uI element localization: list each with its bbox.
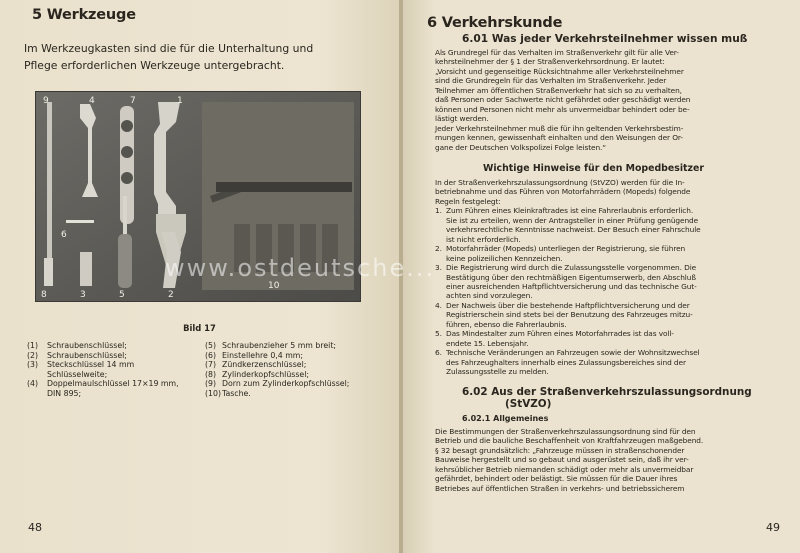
legend-text: Zündkerzenschlüssel; xyxy=(222,360,307,370)
subsection-title-602-line2: (StVZO) xyxy=(505,398,552,410)
section-title-verkehrskunde: 6 Verkehrskunde xyxy=(427,15,563,31)
legend-text: Tasche. xyxy=(222,388,251,398)
text-line: ist nicht erforderlich. xyxy=(446,234,521,244)
legend-text: Schraubenschlüssel; xyxy=(47,350,127,360)
text-line: Zulassungsstelle zu melden. xyxy=(446,367,549,377)
legend-item xyxy=(27,389,202,399)
photo-label-8: 8 xyxy=(41,290,47,300)
hint-item xyxy=(435,206,785,244)
photo-label-5: 5 xyxy=(119,290,125,300)
subsection-title-6021: 6.02.1 Allgemeines xyxy=(462,414,549,423)
text-line: Betriebes auf öffentlichen Straßen in verkehrs- und betriebssicherem xyxy=(435,483,685,493)
text-line: Zum Führen eines Kleinkraftrades ist eine Fahrerlaubnis erforderlich. xyxy=(446,206,694,216)
legend-num: (10) xyxy=(205,388,222,398)
text-line: Die Registrierung wird durch die Zulassungsstelle vorgenommen. Die xyxy=(446,263,697,273)
photo-label-10: 10 xyxy=(268,281,280,291)
text-line: Als Grundregel für das Verhalten im Straßenverkehr gilt für alle Ver- xyxy=(435,48,679,57)
text-line: sind die Grundregeln für das Verhalten im Straßenverkehr. Jeder xyxy=(435,76,667,86)
legend-item xyxy=(27,360,202,370)
hint-number: 1. xyxy=(435,206,442,216)
text-line: des Fahrzeughalters innerhalb eines Zulassungsbereiches sind der xyxy=(446,357,686,367)
legend-text: Schraubenschlüssel; xyxy=(47,341,127,350)
text-line: Bestätigung über den rechtmäßigen Eigentumserwerb, den Abschluß xyxy=(446,272,696,282)
text-line: daß Personen oder Sachwerte nicht gefährdet oder geschädigt werden xyxy=(435,95,691,105)
text-line: Registrierschein sind stets bei der Benutzung des Fahrzeuges mitzu- xyxy=(446,310,693,320)
text-line: Sie ist zu erteilen, wenn der Antragsteller in einer Prüfung genügende xyxy=(446,215,699,225)
legend-num: (9) xyxy=(205,379,217,389)
legend-item xyxy=(27,370,202,380)
legend-text: Doppelmaulschlüssel 17×19 mm, xyxy=(47,379,179,389)
subsection-title-602 xyxy=(462,386,752,410)
text-line: führen, ebenso die Fahrerlaubnis. xyxy=(446,319,567,329)
legend-item xyxy=(205,341,390,351)
legend-text: Steckschlüssel 14 mm xyxy=(47,360,135,370)
paragraph-601 xyxy=(435,48,785,152)
text-line: Jeder Verkehrsteilnehmer muß die für ihn geltenden Verkehrsbestim- xyxy=(435,123,684,133)
legend-text: Schlüsselweite; xyxy=(47,369,108,379)
section-title-werkzeuge: 5 Werkzeuge xyxy=(32,7,136,23)
text-line: achten sind vorzulegen. xyxy=(446,291,533,301)
hints-title: Wichtige Hinweise für den Mopedbesitzer xyxy=(483,163,704,174)
text-line: verkehrsrechtliche Kenntnisse nachweist. Der Besuch einer Fahrschule xyxy=(446,225,701,235)
legend-item xyxy=(205,370,390,380)
legend-num: (5) xyxy=(205,341,217,350)
text-line: „Vorsicht und gegenseitige Rücksichtnahme aller Verkehrsteilnehmer xyxy=(435,66,684,76)
hint-item xyxy=(435,348,785,376)
legend-text: DIN 895; xyxy=(47,388,82,398)
watermark: www.ostdeutsche... xyxy=(165,254,436,282)
intro-line: Im Werkzeugkasten sind die für die Unterhaltung und xyxy=(24,42,314,55)
subsection-title-602-line1: 6.02 Aus der Straßenverkehrszulassungsordnung xyxy=(462,386,752,398)
photo-label-7: 7 xyxy=(130,96,136,106)
legend-item xyxy=(205,379,390,389)
text-line: kehrsteilnehmer der § 1 der Straßenverkehrsordnung. Er lautet: xyxy=(435,57,665,67)
legend-text: Schraubenzieher 5 mm breit; xyxy=(222,341,337,350)
legend-num: (2) xyxy=(27,350,39,360)
figure-caption: Bild 17 xyxy=(183,323,216,333)
legend-item xyxy=(205,389,390,399)
text-line: gane der Deutschen Volkspolizei Folge leisten.“ xyxy=(435,142,607,152)
legend-num: (7) xyxy=(205,360,217,370)
legend-num xyxy=(27,389,47,399)
photo-label-9: 9 xyxy=(43,96,49,106)
text-line: keine polizeilichen Kennzeichen. xyxy=(446,253,563,263)
text-line: einer ausreichenden Haftpflichtversicherung und das technische Gut- xyxy=(446,281,697,291)
text-line: mungen kennen, gewissenhaft einhalten und den Weisungen der Or- xyxy=(435,133,683,143)
page-number-left: 48 xyxy=(28,521,42,534)
photo-label-4: 4 xyxy=(89,96,95,106)
photo-label-6: 6 xyxy=(61,230,67,240)
legend-item xyxy=(27,341,202,351)
text-line: Motorfahrräder (Mopeds) unterliegen der Registrierung, sie führen xyxy=(446,244,686,254)
page-number-right: 49 xyxy=(766,521,780,534)
legend-left xyxy=(27,341,202,399)
hint-number: 5. xyxy=(435,329,442,339)
text-line: In der Straßenverkehrszulassungsordnung (StVZO) werden für die In- xyxy=(435,178,685,187)
paragraph-6021 xyxy=(435,427,785,493)
text-line: betriebnahme und das Führen von Motorfahrrädern (Mopeds) folgende xyxy=(435,187,691,197)
photo-label-3: 3 xyxy=(80,290,86,300)
legend-num: (4) xyxy=(27,379,39,389)
hint-number: 4. xyxy=(435,300,442,310)
legend-num: (8) xyxy=(205,369,217,379)
intro-line: Pflege erforderlichen Werkzeuge untergebracht. xyxy=(24,59,285,72)
text-line: Technische Veränderungen an Fahrzeugen sowie der Wohnsitzwechsel xyxy=(446,348,700,358)
text-line: kehrsüblicher Betrieb niemanden schädigt oder mehr als unvermeidbar xyxy=(435,464,694,474)
legend-text: Einstellehre 0,4 mm; xyxy=(222,350,304,360)
hint-item xyxy=(435,329,785,348)
legend-right xyxy=(205,341,390,399)
text-line: Teilnehmer am öffentlichen Straßenverkehr hat sich so zu verhalten, xyxy=(435,85,682,95)
text-line: gefährdet, behindert oder belästigt. Sie müssen für die Dauer ihres xyxy=(435,474,678,484)
legend-item xyxy=(27,351,202,361)
text-line: endete 15. Lebensjahr. xyxy=(446,338,529,348)
text-line: Der Nachweis über die bestehende Haftpflichtversicherung und der xyxy=(446,300,690,310)
legend-item xyxy=(205,360,390,370)
text-line: Das Mindestalter zum Führen eines Motorfahrrades ist das voll- xyxy=(446,329,674,339)
text-line: lästigt werden. xyxy=(435,114,489,124)
intro-paragraph xyxy=(24,40,374,74)
legend-num: (1) xyxy=(27,341,39,350)
legend-num: (6) xyxy=(205,350,217,360)
subsection-title-601: 6.01 Was jeder Verkehrsteilnehmer wissen muß xyxy=(462,33,748,45)
text-line: Regeln festgelegt: xyxy=(435,196,501,206)
text-line: Die Bestimmungen der Straßenverkehrszulassungsordnung sind für den xyxy=(435,427,696,436)
text-line: Bauweise hergestellt und so gebaut und ausgerüstet sein, daß ihr ver- xyxy=(435,455,689,465)
text-line: § 32 besagt grundsätzlich: „Fahrzeuge müssen in straßenschonender xyxy=(435,445,685,455)
text-line: Betrieb und die bauliche Beschaffenheit von Kraftfahrzeugen maßgebend. xyxy=(435,436,704,446)
legend-text: Zylinderkopfschlüssel; xyxy=(222,369,309,379)
legend-num xyxy=(27,370,47,380)
hint-number: 6. xyxy=(435,348,442,358)
hint-number: 2. xyxy=(435,244,442,254)
legend-item xyxy=(205,351,390,361)
hint-number: 3. xyxy=(435,263,442,273)
photo-label-2: 2 xyxy=(168,290,174,300)
hint-item xyxy=(435,301,785,329)
legend-num: (3) xyxy=(27,360,39,370)
legend-text: Dorn zum Zylinderkopfschlüssel; xyxy=(222,379,350,389)
photo-label-1: 1 xyxy=(177,96,183,106)
legend-item xyxy=(27,379,202,389)
text-line: können und Personen nicht mehr als unvermeidbar behindert oder be- xyxy=(435,104,690,114)
